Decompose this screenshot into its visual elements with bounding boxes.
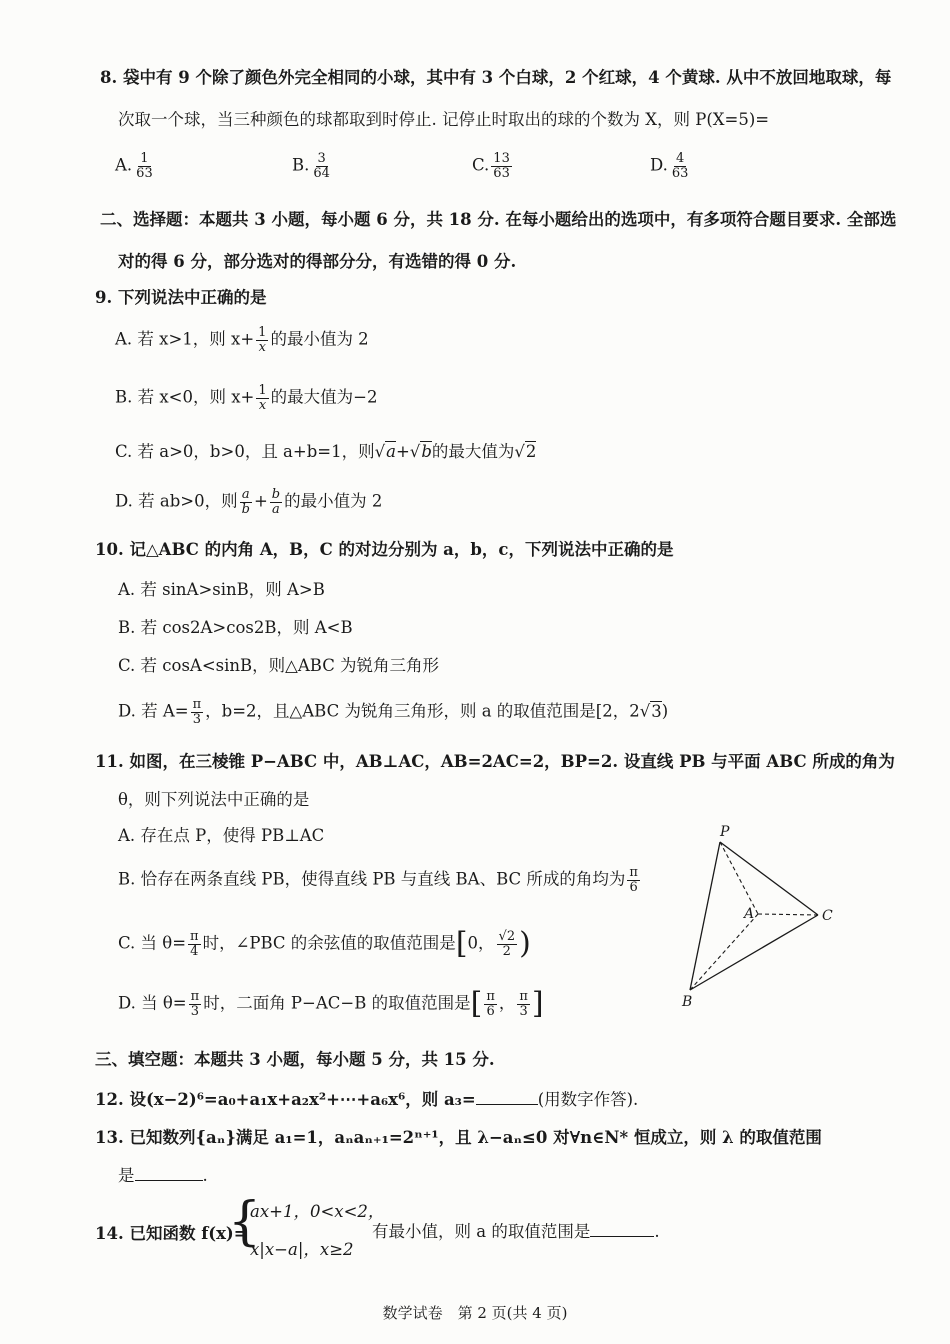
fraction: $\frac{a}{b}$ (241, 487, 250, 517)
edge-pc (720, 842, 818, 915)
q11-option-a: A. 存在点 P，使得 PB⊥AC (118, 826, 325, 845)
q11-stem-line1: 11. 如图，在三棱锥 P−ABC 中，AB⊥AC，AB=2AC=2，BP=2. 设直线 PB 与平面 ABC 所成的角为 (95, 752, 895, 771)
q11-option-c: C. 当 θ= $\frac{\pi}{4}$ 时，∠PBC 的余弦值的取值范围是[0， $\frac{√2}{2}$ ) (118, 926, 531, 961)
q9-option-d: D. 若 ab>0，则 $\frac{a}{b}$ + $\frac{b}{a}$ 的最小值为 2 (115, 487, 383, 517)
fraction: $\frac{√2}{2}$ (498, 928, 516, 959)
option-label: D. (650, 155, 668, 175)
answer-blank (135, 1166, 203, 1181)
q9-option-c: C. 若 a>0，b>0，且 a+b=1，则√a+√b的最大值为√2 (115, 442, 537, 461)
q14-case2: x|x−a|，x≥2 (250, 1240, 354, 1259)
fraction: $\frac{\pi}{4}$ (190, 928, 199, 959)
q9-option-a: A. 若 x>1，则 x+ $\frac{1}{x}$ 的最小值为 2 (115, 325, 369, 355)
fraction: $\frac{b}{a}$ (271, 487, 281, 517)
fraction: $\frac{\pi}{3}$ (519, 988, 528, 1019)
label-b: B (682, 994, 693, 1010)
piecewise-brace: { (228, 1192, 262, 1252)
q11-stem-line2: θ，则下列说法中正确的是 (118, 790, 310, 809)
tetrahedron-figure (676, 820, 846, 1020)
label-p: P (720, 824, 730, 840)
fraction: $\frac{4}{63}$ (671, 151, 689, 181)
edge-bc (690, 915, 818, 990)
q8-stem-line2: 次取一个球，当三种颜色的球都取到时停止. 记停止时取出的球的个数为 X，则 P(X=5)= (118, 110, 770, 129)
q8-stem-line1: 8. 袋中有 9 个除了颜色外完全相同的小球，其中有 3 个白球，2 个红球，4 个黄球. 从中不放回地取球，每 (100, 68, 892, 87)
q11-option-b: B. 恰存在两条直线 PB，使得直线 PB 与直线 BA、BC 所成的角均为 $\frac{\pi}{6}$ (118, 865, 638, 895)
fraction: $\frac{\pi}{3}$ (190, 988, 200, 1019)
q13-line1: 13. 已知数列{aₙ}满足 a₁=1，aₙaₙ₊₁=2ⁿ⁺¹，且 λ−aₙ≤0 对∀n∈N* 恒成立，则 λ 的取值范围 (95, 1128, 822, 1147)
q9-stem: 9. 下列说法中正确的是 (95, 288, 267, 307)
edge-ac (758, 914, 818, 915)
q8-option-b (292, 152, 334, 180)
q10-stem: 10. 记△ABC 的内角 A，B，C 的对边分别为 a，b，c，下列说法中正确的是 (95, 540, 674, 559)
option-label: A. (115, 155, 133, 175)
label-c: C (822, 908, 833, 924)
q14-tail: 有最小值，则 a 的取值范围是 . (372, 1222, 660, 1241)
q13-line2: 是 . (118, 1166, 208, 1185)
section3-heading: 三、填空题：本题共 3 小题，每小题 5 分，共 15 分. (95, 1050, 495, 1069)
q14-case1: ax+1，0<x<2， (250, 1202, 385, 1221)
q11-option-d: D. 当 θ= $\frac{\pi}{3}$ 时，二面角 P−AC−B 的取值范围是[ $\frac{\pi}{6}$ ， $\frac{\pi}{3}$ ] (118, 986, 544, 1021)
q12: 12. 设(x−2)⁶=a₀+a₁x+a₂x²+⋯+a₆x⁶，则 a₃= (用数字作答). (95, 1090, 639, 1109)
option-label: B. (292, 155, 310, 175)
fraction: $\frac{1}{x}$ (258, 383, 267, 413)
edge-ab (690, 914, 758, 990)
edge-pa (720, 842, 758, 914)
answer-blank (590, 1222, 654, 1237)
fraction: $\frac{13}{63}$ (493, 151, 510, 181)
q10-option-b: B. 若 cos2A>cos2B，则 A<B (118, 618, 353, 637)
q10-option-c: C. 若 cosA<sinB，则△ABC 为锐角三角形 (118, 656, 440, 675)
option-label: C. (472, 155, 490, 175)
q10-option-a: A. 若 sinA>sinB，则 A>B (118, 580, 325, 599)
q14-lead: 14. 已知函数 f(x)= (95, 1224, 248, 1243)
q9-option-b: B. 若 x<0，则 x+ $\frac{1}{x}$ 的最大值为−2 (115, 383, 378, 413)
fraction: $\frac{1}{63}$ (136, 151, 153, 181)
fraction: $\frac{\pi}{6}$ (486, 988, 495, 1019)
answer-blank (476, 1090, 538, 1105)
fraction: $\frac{\pi}{6}$ (629, 865, 638, 895)
section2-heading-line2: 对的得 6 分，部分选对的得部分分，有选错的得 0 分. (118, 252, 517, 271)
fraction: $\frac{\pi}{3}$ (192, 697, 202, 727)
fraction: $\frac{1}{x}$ (258, 325, 267, 355)
section2-heading-line1: 二、选择题：本题共 3 小题，每小题 6 分，共 18 分. 在每小题给出的选项中，有多项符合题目要求. 全部选 (100, 210, 897, 229)
q8-option-c (472, 152, 514, 180)
label-a: A (744, 906, 755, 922)
q8-option-a (115, 152, 157, 180)
q8-option-d (650, 152, 692, 180)
q10-option-d: D. 若 A= $\frac{\pi}{3}$ ，b=2，且△ABC 为锐角三角形，则 a 的取值范围是[2，2√3) (118, 697, 669, 727)
page-footer: 数学试卷 第 2 页(共 4 页) (382, 1304, 568, 1322)
edge-pb (690, 842, 720, 990)
fraction: $\frac{3}{64}$ (313, 151, 330, 181)
